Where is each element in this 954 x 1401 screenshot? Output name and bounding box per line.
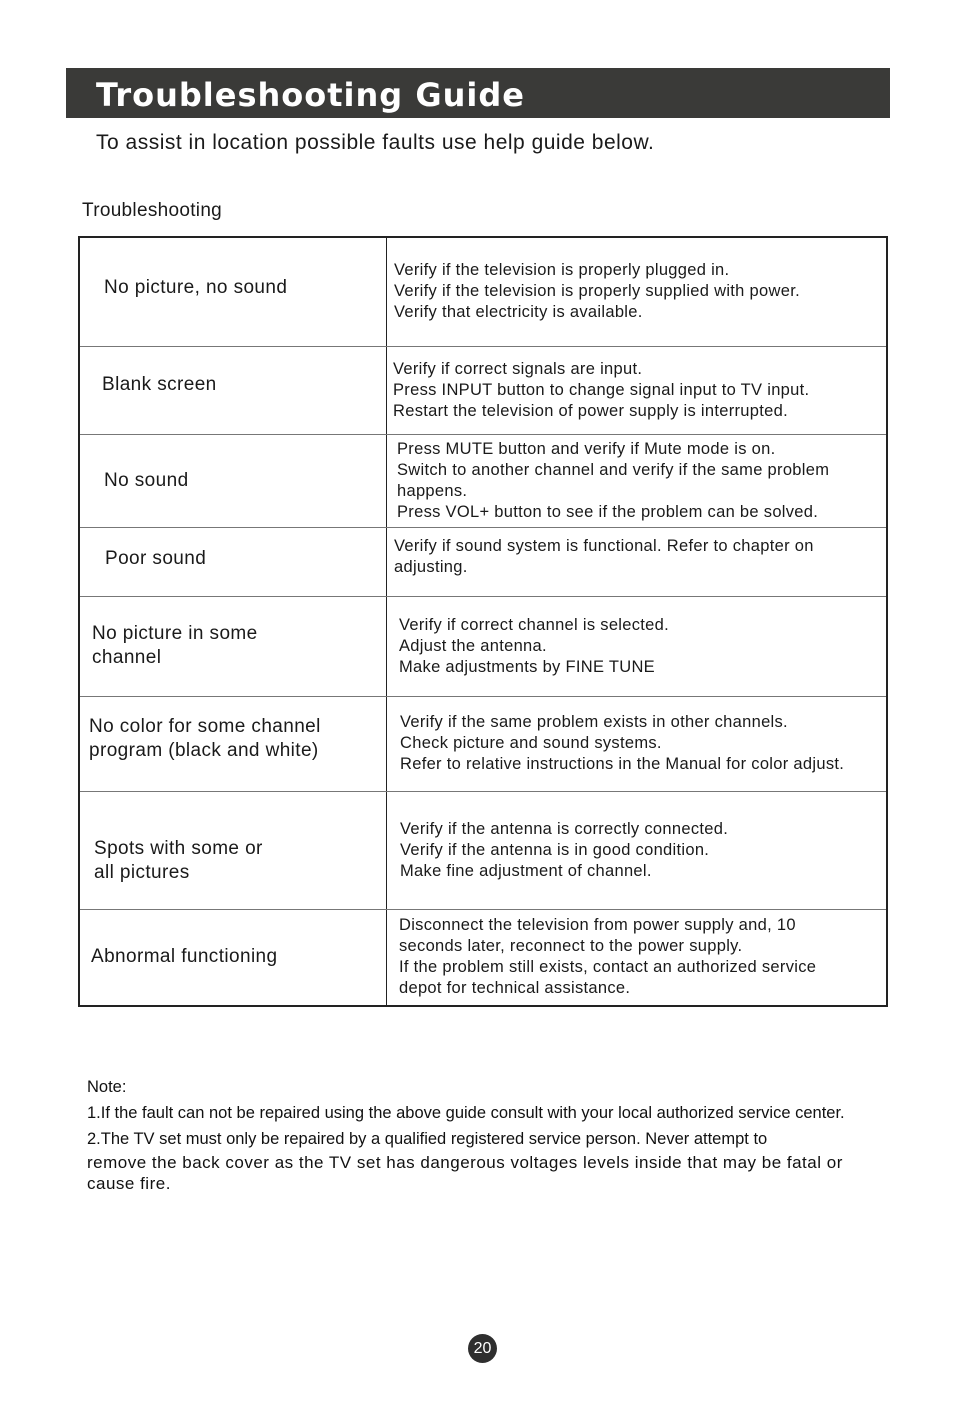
solution-text: Refer to relative instructions in the Manual for color adjust. bbox=[400, 755, 845, 773]
problem-cell bbox=[79, 527, 387, 596]
table-row bbox=[79, 596, 887, 696]
solution-cell bbox=[387, 237, 888, 346]
solution-text: Verify if the antenna is in good condition. bbox=[400, 840, 710, 859]
solution-text: Verify if sound system is functional. Refer to chapter on adjusting. bbox=[394, 537, 814, 576]
solution-text: Verify if the television is properly plugged in. bbox=[394, 261, 730, 280]
solution-text: Verify that electricity is available. bbox=[394, 303, 643, 322]
table-row bbox=[79, 909, 887, 1006]
solution-cell bbox=[387, 791, 888, 909]
problem-cell bbox=[79, 791, 387, 909]
page-title: Troubleshooting Guide bbox=[96, 76, 525, 114]
solution-cell bbox=[387, 346, 888, 434]
table-row bbox=[79, 434, 887, 527]
intro-text: To assist in location possible faults use help guide below. bbox=[96, 131, 655, 154]
solution-cell bbox=[387, 696, 888, 791]
solution-text: Verify if correct channel is selected. bbox=[399, 615, 670, 634]
problem-text: Abnormal functioning bbox=[91, 946, 278, 968]
solution-text: Verify if correct signals are input. bbox=[393, 359, 643, 378]
solution-cell bbox=[387, 434, 888, 527]
problem-cell bbox=[79, 696, 387, 791]
problem-text: program (black and white) bbox=[89, 740, 319, 761]
table-row bbox=[79, 346, 887, 434]
problem-text: No picture in some bbox=[92, 623, 258, 644]
note-item-2: 2.The TV set must only be repaired by a qualified registered service person. Never attempt to bbox=[87, 1130, 768, 1148]
table-row bbox=[79, 696, 887, 791]
solution-text: Make fine adjustment of channel. bbox=[400, 861, 652, 880]
problem-text: No picture, no sound bbox=[104, 277, 288, 299]
solution-text: If the problem still exists, contact an authorized service depot for technical assistance. bbox=[399, 958, 817, 998]
problem-cell bbox=[79, 596, 387, 696]
page-number: 20 bbox=[468, 1334, 497, 1363]
solution-text: Restart the television of power supply is interrupted. bbox=[393, 401, 788, 420]
problem-text: Spots with some or bbox=[94, 837, 263, 859]
problem-text: Poor sound bbox=[105, 548, 207, 569]
solution-text: Disconnect the television from power supply and, 10 seconds later, reconnect to the power supply. bbox=[399, 916, 796, 956]
problem-text: all pictures bbox=[94, 861, 190, 883]
solution-cell bbox=[387, 909, 888, 1006]
problem-text: No sound bbox=[104, 469, 189, 491]
solution-text: Adjust the antenna. bbox=[399, 636, 547, 655]
solution-text: Press MUTE button and verify if Mute mode is on. bbox=[397, 439, 776, 458]
solution-text: Make adjustments by FINE TUNE bbox=[399, 657, 655, 676]
section-label: Troubleshooting bbox=[82, 200, 223, 221]
problem-cell bbox=[79, 346, 387, 434]
solution-text: Verify if the same problem exists in other channels. bbox=[400, 713, 788, 731]
problem-text: Blank screen bbox=[102, 373, 217, 395]
table-row bbox=[79, 527, 887, 596]
solution-cell bbox=[387, 596, 888, 696]
problem-cell bbox=[79, 909, 387, 1006]
table-row bbox=[79, 237, 887, 346]
problem-text: No color for some channel bbox=[89, 716, 321, 737]
solution-text: Press VOL+ button to see if the problem can be solved. bbox=[397, 502, 819, 521]
note-item-2-continued: remove the back cover as the TV set has dangerous voltages levels inside that may be fatal or cause fire. bbox=[87, 1153, 843, 1193]
header-bar bbox=[66, 68, 890, 118]
note-item-1: 1.If the fault can not be repaired using the above guide consult with your local authorized service center. bbox=[87, 1104, 845, 1122]
problem-cell bbox=[79, 434, 387, 527]
table-row bbox=[79, 791, 887, 909]
note-label: Note: bbox=[87, 1078, 127, 1096]
solution-text: Verify if the television is properly supplied with power. bbox=[394, 282, 800, 301]
solution-text: Switch to another channel and verify if the same problem happens. bbox=[397, 460, 830, 500]
solution-text: Press INPUT button to change signal input to TV input. bbox=[393, 380, 810, 399]
solution-cell bbox=[387, 527, 888, 596]
solution-text: Verify if the antenna is correctly connected. bbox=[400, 819, 729, 838]
solution-text: Check picture and sound systems. bbox=[400, 734, 662, 752]
troubleshooting-table bbox=[78, 236, 888, 1007]
problem-text: channel bbox=[92, 647, 162, 668]
note-block bbox=[87, 1074, 887, 1194]
problem-cell bbox=[79, 237, 387, 346]
